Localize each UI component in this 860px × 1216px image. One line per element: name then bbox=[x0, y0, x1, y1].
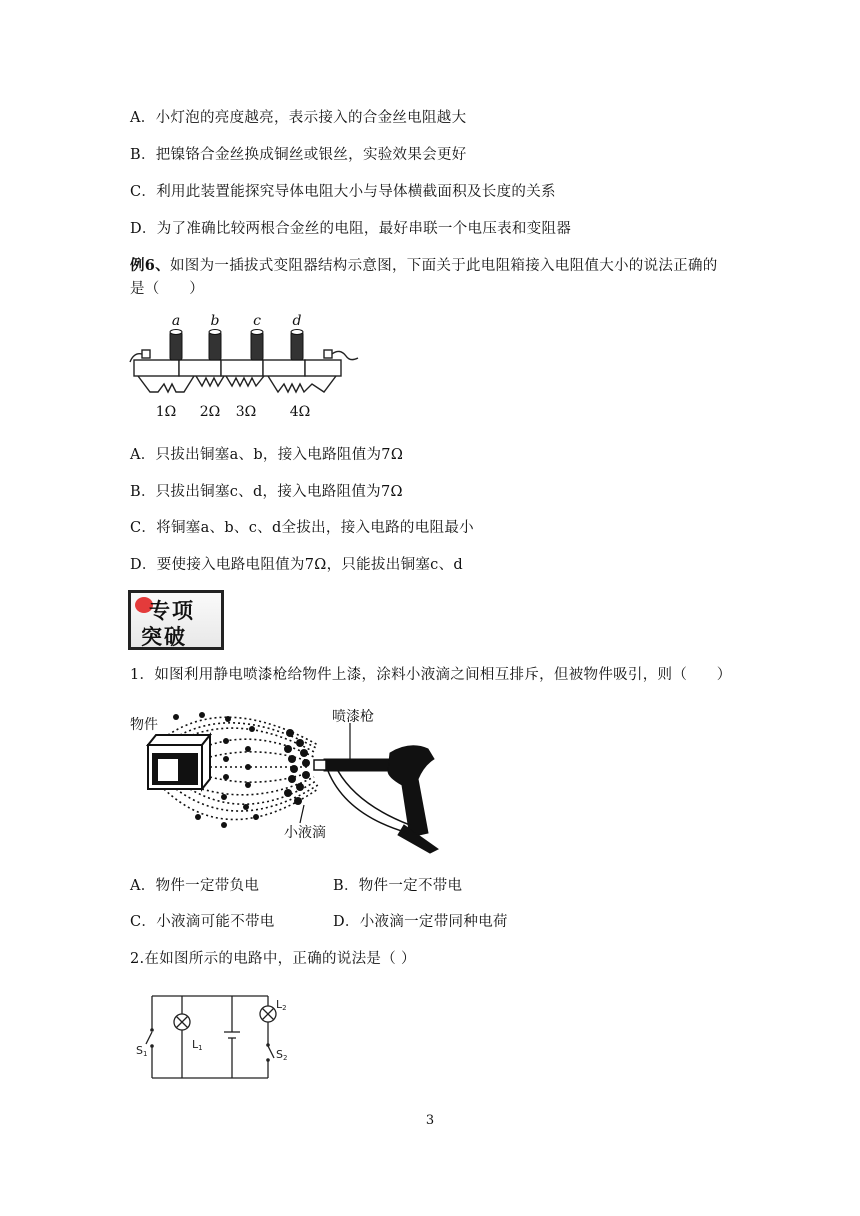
example6-stem-line1 bbox=[130, 254, 718, 275]
plug-label-c: c bbox=[253, 313, 261, 329]
object-label: 物件 bbox=[130, 717, 158, 733]
resistor-label-3ohm: 3Ω bbox=[235, 404, 257, 420]
circuit-figure bbox=[132, 992, 292, 1084]
badge-line2: 突破 bbox=[141, 624, 187, 649]
gun-label: 喷漆枪 bbox=[332, 709, 374, 725]
example6-option-d: D．要使接入电路电阻值为7Ω，只能拔出铜塞c、d bbox=[130, 557, 463, 573]
droplet-label: 小液滴 bbox=[284, 825, 326, 841]
plug-label-a: a bbox=[171, 313, 181, 329]
q1-option-b: B．物件一定不带电 bbox=[333, 878, 463, 894]
example6-option-b: B．只拔出铜塞c、d，接入电路阻值为7Ω bbox=[130, 484, 403, 500]
label-l2: L2 bbox=[276, 998, 287, 1012]
resistor-label-2ohm: 2Ω bbox=[199, 404, 221, 420]
q1-option-d: D．小液滴一定带同种电荷 bbox=[333, 914, 508, 930]
label-s2: S2 bbox=[276, 1048, 288, 1062]
q1-options-row1 bbox=[130, 874, 462, 895]
q5-option-d: D．为了准确比较两根合金丝的电阻，最好串联一个电压表和变阻器 bbox=[130, 221, 572, 237]
resistor-box-figure bbox=[128, 310, 363, 425]
q1-options-row2 bbox=[130, 910, 508, 931]
badge-line1: 专项 bbox=[149, 598, 195, 623]
example6-label: 例6、 bbox=[130, 257, 170, 274]
label-l1: L1 bbox=[192, 1038, 203, 1052]
resistor-label-4ohm: 4Ω bbox=[289, 404, 311, 420]
q1-stem: 1．如图利用静电喷漆枪给物件上漆，涂料小液滴之间相互排斥，但被物件吸引，则（ ） bbox=[130, 667, 732, 683]
q1-option-a: A．物件一定带负电 bbox=[130, 878, 260, 894]
q5-option-c: C．利用此装置能探究导体电阻大小与导体横截面积及长度的关系 bbox=[130, 184, 556, 200]
example6-stem-text: 如图为一插拔式变阻器结构示意图，下面关于此电阻箱接入电阻值大小的说法正确的 bbox=[170, 258, 718, 274]
example6-option-c: C．将铜塞a、b、c、d全拔出，接入电路的电阻最小 bbox=[130, 520, 474, 536]
spray-gun-figure bbox=[128, 705, 448, 855]
page-number: 3 bbox=[425, 1113, 435, 1128]
q1-option-c: C．小液滴可能不带电 bbox=[130, 914, 275, 930]
plug-label-d: d bbox=[292, 313, 302, 329]
q5-option-b: B．把镍铬合金丝换成铜丝或银丝，实验效果会更好 bbox=[130, 147, 467, 163]
example6-option-a: A．只拔出铜塞a、b，接入电路阻值为7Ω bbox=[130, 447, 404, 463]
q2-stem: 2.在如图所示的电路中，正确的说法是（ ） bbox=[130, 951, 416, 967]
resistor-label-1ohm: 1Ω bbox=[155, 404, 177, 420]
plug-label-b: b bbox=[210, 313, 220, 329]
q5-option-a: A．小灯泡的亮度越亮，表示接入的合金丝电阻越大 bbox=[130, 110, 467, 126]
section-badge bbox=[128, 590, 224, 650]
example6-stem-line2: 是（ ） bbox=[130, 281, 204, 297]
label-s1: S1 bbox=[136, 1044, 148, 1058]
